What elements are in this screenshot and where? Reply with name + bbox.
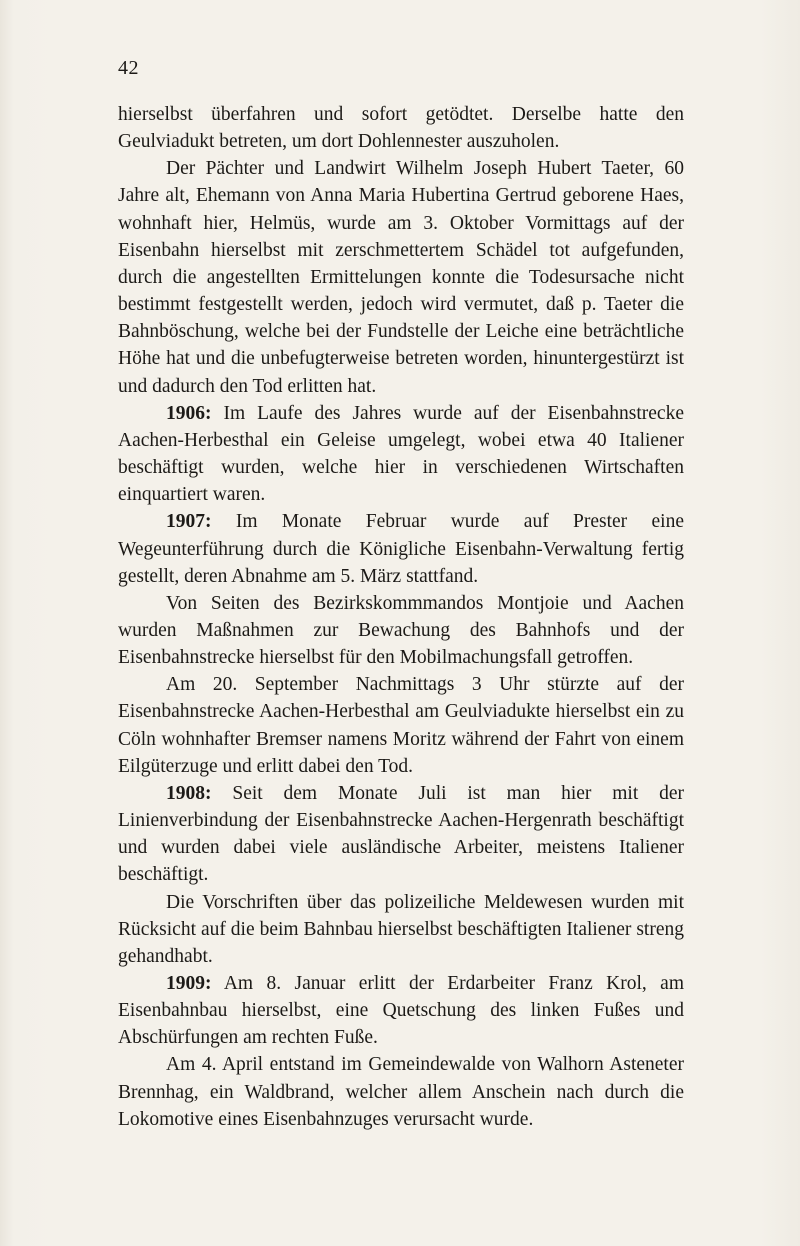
paragraph: [118, 155, 684, 399]
paragraph-text: Im Laufe des Jahres wurde auf der Eisenbahnstrecke Aachen-Herbesthal ein Geleise umgelegt, wobei etwa 40 Italiener beschäftigt wurden, welche hier in verschiedenen Wirtschaften einquartiert waren.: [118, 402, 684, 506]
paragraph-text: Von Seiten des Bezirkskommmandos Montjoie und Aachen wurden Maßnahmen zur Bewachung des Bahnhofs und der Eisenbahnstrecke hierselbst für den Mobilmachungsfall getroffen.: [118, 592, 684, 669]
paragraph: [118, 671, 684, 780]
year-heading: 1909:: [166, 973, 212, 994]
paragraph-text: Am 4. April entstand im Gemeindewalde von Walhorn Asteneter Brennhag, ein Waldbrand, welcher allem Anschein nach durch die Lokomotive eines Eisenbahnzuges verursacht wurde.: [118, 1054, 684, 1130]
page-number: 42: [118, 57, 139, 79]
paragraph-text: Die Vorschriften über das polizeiliche Meldewesen wurden mit Rücksicht auf die beim Bahnbau hierselbst beschäftigten Italiener streng gehandhabt.: [118, 891, 684, 967]
paragraph-text: Im Monate Februar wurde auf Prester eine Wegeunterführung durch die Königliche Eisenbahn-Verwaltung fertig gestellt, deren Abnahme am 5. März stattfand.: [118, 511, 684, 587]
paragraph: [118, 101, 684, 155]
year-heading: 1908:: [166, 782, 212, 804]
paragraph: [118, 970, 684, 1051]
paragraph-text: Der Pächter und Landwirt Wilhelm Joseph Hubert Taeter, 60 Jahre alt, Ehemann von Anna Maria Hubertina Gertrud geborene Haes, wohnhaft hier, Helmüs, wurde am 3. Oktober Vormittags auf der Eisenbahn hierselbst mit zerschmettertem Schädel tot aufgefunden, durch die angestellten Ermittelungen konnte die Todesursache nicht bestimmt festgestellt werden, jedoch wird vermutet, daß p. Taeter die Bahnböschung, welche bei der Fundstelle der Leiche eine beträchtliche Höhe hat und die unbefugterweise betreten worden, hinuntergestürzt ist und dadurch den Tod erlitten hat.: [118, 158, 684, 397]
paragraph: [118, 508, 684, 589]
paragraph: [118, 400, 684, 509]
paragraph: [118, 780, 684, 889]
body-text: [118, 101, 684, 1133]
paragraph-text: Seit dem Monate Juli ist man hier mit der Linienverbindung der Eisenbahnstrecke Aachen-Hergenrath beschäftigt und wurden dabei viele ausländische Arbeiter, meistens Italiener beschäftigt.: [118, 782, 684, 886]
year-heading: 1907:: [166, 511, 212, 533]
paragraph: [118, 1051, 684, 1132]
paragraph-text: hierselbst überfahren und sofort getödtet. Derselbe hatte den Geulviadukt betreten, um dort Dohlennester auszuholen.: [118, 104, 684, 153]
paragraph-text: Am 20. September Nachmittags 3 Uhr stürzte auf der Eisenbahnstrecke Aachen-Herbesthal am Geulviadukte hierselbst ein zu Cöln wohnhafter Bremser namens Moritz während der Fahrt von einem Eilgüterzuge und erlitt dabei den Tod.: [118, 674, 684, 777]
paragraph-text: Am 8. Januar erlitt der Erdarbeiter Franz Krol, am Eisenbahnbau hierselbst, eine Quetschung des linken Fußes und Abschürfungen am rechten Fuße.: [118, 973, 684, 1049]
paragraph: [118, 889, 684, 970]
year-heading: 1906:: [166, 402, 212, 424]
paragraph: [118, 590, 684, 671]
